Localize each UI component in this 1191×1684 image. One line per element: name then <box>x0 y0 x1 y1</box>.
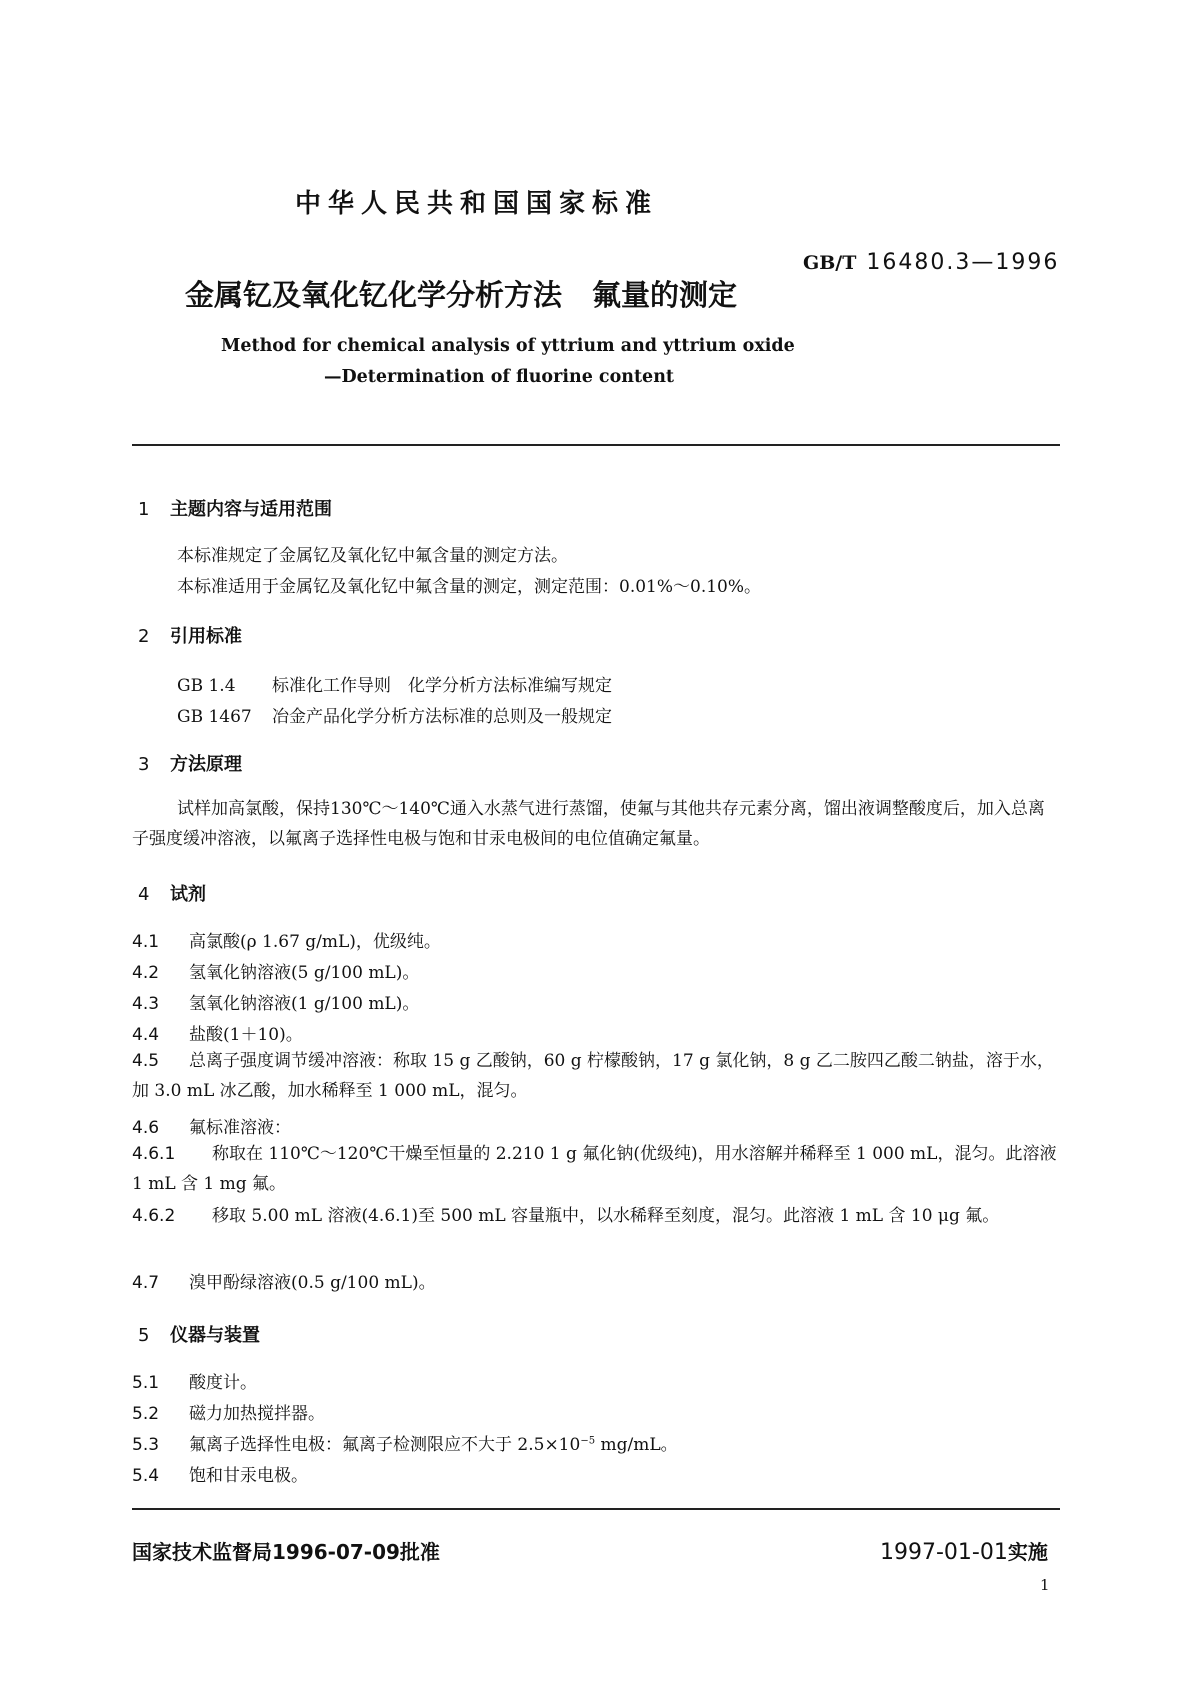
reagent-item: 4.1 高氯酸(ρ 1.67 g/mL)，优级纯。 <box>132 932 441 952</box>
reagent-item: 4.6.1 称取在 110℃～120℃干燥至恒量的 2.210 1 g 氟化钠(优级纯)，用水溶解并稀释至 1 000 mL，混匀。此溶液 1 mL 含 1 mg 氟。 <box>132 1144 1057 1194</box>
section-3-para: 试样加高氯酸，保持130℃～140℃通入水蒸气进行蒸馏，使氟与其他共存元素分离，馏出液调整酸度后，加入总离子强度缓冲溶液，以氟离子选择性电极与饱和甘汞电极间的电位值确定氟量。 <box>132 799 1045 849</box>
apparatus-item: 5.1 酸度计。 <box>132 1373 257 1393</box>
reagent-item: 4.3 氢氧化钠溶液(1 g/100 mL)。 <box>132 994 420 1014</box>
reagent-item: 4.6 氟标准溶液： <box>132 1118 291 1138</box>
implementation-date: 1997-01-01实施 <box>880 1540 1048 1565</box>
title-english-line2: —Determination of fluorine content <box>324 367 674 387</box>
national-standard-heading: 中华人民共和国国家标准 <box>295 189 659 219</box>
reagent-item: 4.5 总离子强度调节缓冲溶液：称取 15 g 乙酸钠，60 g 柠檬酸钠，17 g 氯化钠，8 g 乙二胺四乙酸二钠盐，溶于水，加 3.0 mL 冰乙酸，加水稀释至 1 000 mL，混匀。 <box>132 1051 1054 1101</box>
section-3-heading: 3 方法原理 <box>138 754 242 775</box>
title-english-line1: Method for chemical analysis of yttrium and yttrium oxide <box>221 336 795 356</box>
footer-divider <box>132 1508 1060 1510</box>
header-divider <box>132 444 1060 446</box>
section-1-para-2: 本标准适用于金属钇及氧化钇中氟含量的测定，测定范围：0.01%～0.10%。 <box>177 577 762 597</box>
reagent-item: 4.4 盐酸(1＋10)。 <box>132 1025 303 1045</box>
section-5-heading: 5 仪器与装置 <box>138 1325 260 1346</box>
standard-code: 16480.3—1996 <box>866 250 1060 275</box>
section-1-para-1: 本标准规定了金属钇及氧化钇中氟含量的测定方法。 <box>177 546 568 566</box>
title-chinese <box>185 273 737 314</box>
apparatus-item: 5.3 氟离子选择性电极：氟离子检测限应不大于 $2.5\times 10^{-5}$ mg/mL。 <box>132 1435 678 1455</box>
page-number: 1 <box>1040 1576 1050 1594</box>
approval-statement: 国家技术监督局1996-07-09批准 <box>132 1540 440 1564</box>
title-cn-part2: 氟量的测定 <box>592 278 738 312</box>
section-4-heading: 4 试剂 <box>138 884 206 905</box>
reference-item: GB 1.4 标准化工作导则 化学分析方法标准编写规定 <box>177 676 612 696</box>
section-1-heading: 1 主题内容与适用范围 <box>138 499 332 520</box>
apparatus-item: 5.4 饱和甘汞电极。 <box>132 1466 308 1486</box>
apparatus-item: 5.2 磁力加热搅拌器。 <box>132 1404 325 1424</box>
reagent-item: 4.6.2 移取 5.00 mL 溶液(4.6.1)至 500 mL 容量瓶中，以水稀释至刻度，混匀。此溶液 1 mL 含 10 μg 氟。 <box>132 1206 1000 1226</box>
reference-item: GB 1467 冶金产品化学分析方法标准的总则及一般规定 <box>177 707 612 727</box>
standard-number <box>803 250 1059 275</box>
section-2-heading: 2 引用标准 <box>138 626 242 647</box>
reagent-item: 4.7 溴甲酚绿溶液(0.5 g/100 mL)。 <box>132 1273 436 1293</box>
standard-prefix: GB/T <box>803 252 857 274</box>
reagent-item: 4.2 氢氧化钠溶液(5 g/100 mL)。 <box>132 963 420 983</box>
title-cn-part1: 金属钇及氧化钇化学分析方法 <box>185 278 563 312</box>
